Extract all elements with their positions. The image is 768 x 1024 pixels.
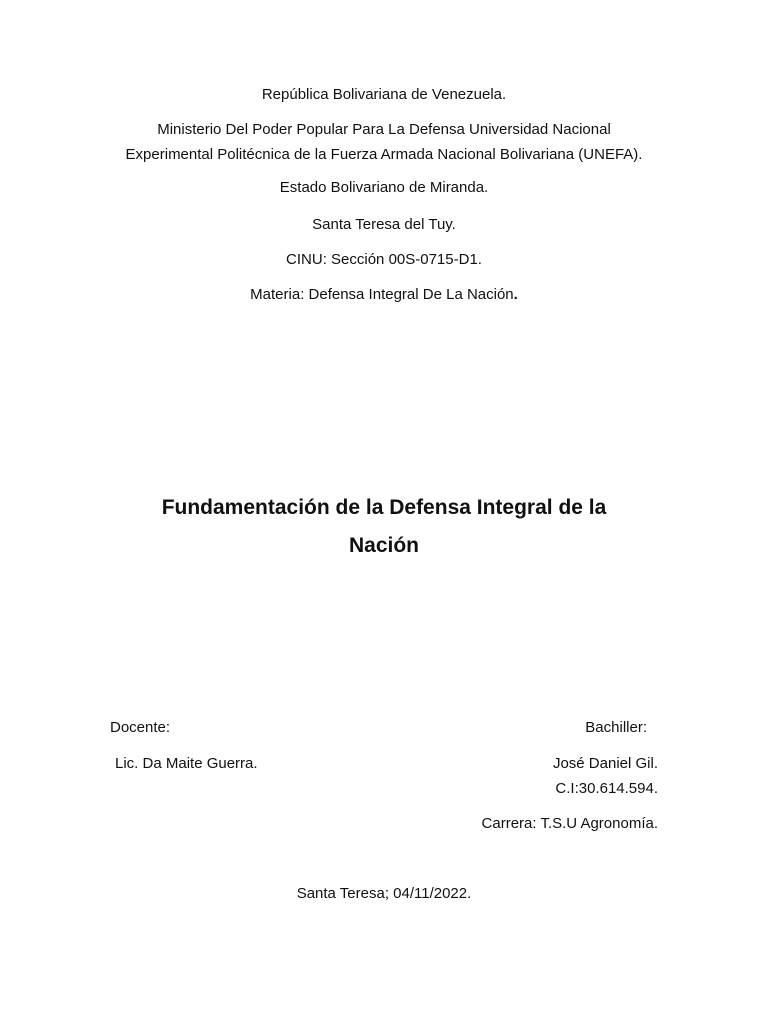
republic-line: República Bolivariana de Venezuela. <box>261 86 507 103</box>
document-title-line-1: Fundamentación de la Defensa Integral de la <box>161 496 607 519</box>
document-title-line-2: Nación <box>348 534 419 557</box>
student-career: Carrera: T.S.U Agronomía. <box>481 815 658 832</box>
teacher-label: Docente: <box>110 719 171 736</box>
student-id: C.I:30.614.594. <box>555 780 658 797</box>
student-label: Bachiller: <box>585 719 647 736</box>
subject-line <box>0 286 768 304</box>
place-date: Santa Teresa; 04/11/2022. <box>296 885 472 902</box>
ministry-line-1: Ministerio Del Poder Popular Para La Defensa Universidad Nacional <box>157 121 611 138</box>
student-name: José Daniel Gil. <box>552 755 658 772</box>
subject-text: Materia: Defensa Integral De La Nación <box>250 286 514 303</box>
ministry-line-2: Experimental Politécnica de la Fuerza Armada Nacional Bolivariana (UNEFA). <box>125 146 643 163</box>
section-line: CINU: Sección 00S-0715-D1. <box>286 251 482 268</box>
teacher-name: Lic. Da Maite Guerra. <box>115 755 258 772</box>
city-line: Santa Teresa del Tuy. <box>312 216 456 233</box>
subject-period: . <box>513 286 518 303</box>
state-line: Estado Bolivariano de Miranda. <box>279 179 489 196</box>
